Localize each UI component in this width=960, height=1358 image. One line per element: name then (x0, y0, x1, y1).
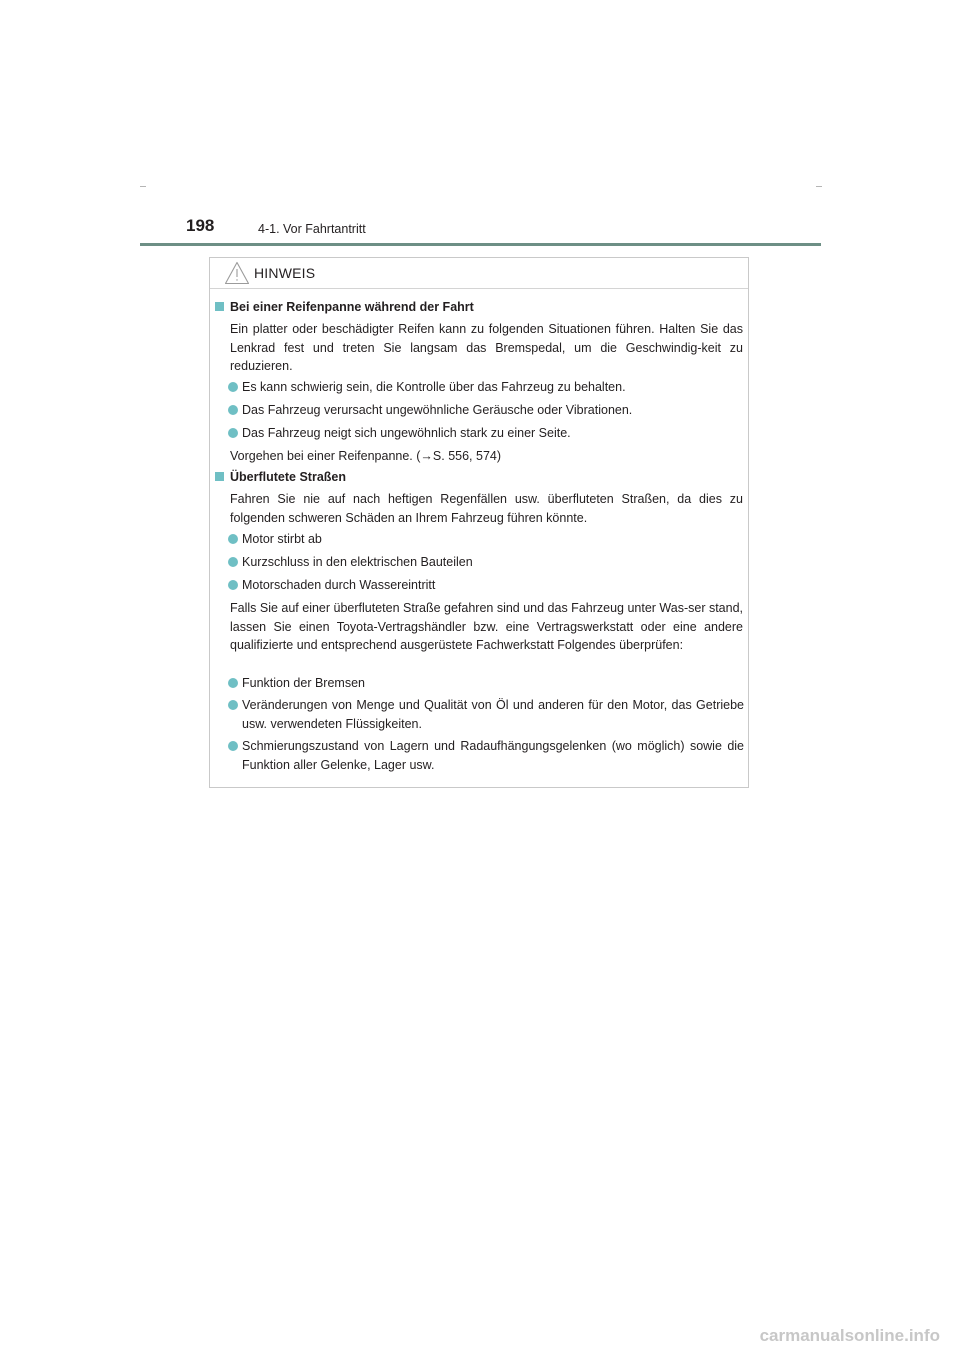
flooded-roads-check: Falls Sie auf einer überfluteten Straße gefahren sind und das Fahrzeug unter Was-ser stand, lassen Sie einen Toyota-Vertragshändler bzw. eine Vertragswerkstatt oder eine andere qualifizierte und entsprechend ausgerüstete Fachwerkstatt Folgendes überprüfen: (230, 601, 744, 652)
list-item-text: Schmierungszustand von Lagern und Radaufhängungsgelenken (wo möglich) sowie die Funktion aller Gelenke, Lager usw. (242, 739, 744, 772)
list-item (228, 674, 744, 693)
watermark: carmanualsonline.info (759, 1326, 940, 1345)
list-item (228, 553, 744, 572)
list-item-text: Das Fahrzeug verursacht ungewöhnliche Geräusche oder Vibrationen. (242, 403, 633, 417)
list-item (228, 576, 744, 595)
list-item-text: Motorschaden durch Wassereintritt (242, 578, 436, 592)
square-bullet-icon (215, 302, 224, 311)
list-item (228, 378, 744, 397)
list-item-text: Veränderungen von Menge und Qualität von Öl und anderen für den Motor, das Getriebe usw. verwendeten Flüssigkeiten. (242, 698, 744, 731)
flooded-roads-intro: Fahren Sie nie auf nach heftigen Regenfällen usw. überfluteten Straßen, da dies zu folgenden schweren Schäden an Ihrem Fahrzeug führen könnte. (230, 492, 743, 525)
list-item-text: Kurzschluss in den elektrischen Bauteilen (242, 555, 473, 569)
section-heading-tire-failure (215, 300, 474, 314)
round-bullet-icon (228, 534, 238, 544)
round-bullet-icon (228, 700, 238, 710)
round-bullet-icon (228, 382, 238, 392)
square-bullet-icon (215, 472, 224, 481)
round-bullet-icon (228, 741, 238, 751)
tire-failure-intro: Ein platter oder beschädigter Reifen kann zu folgenden Situationen führen. Halten Sie das Lenkrad fest und treten Sie langsam das Bremspedal, um die Geschwindig-keit zu reduzieren. (230, 322, 743, 373)
list-item (228, 737, 744, 775)
list-item (228, 530, 744, 549)
tire-failure-reference: Vorgehen bei einer Reifenpanne. (→S. 556, 574) (230, 449, 502, 463)
section-heading-text: Bei einer Reifenpanne während der Fahrt (230, 300, 474, 314)
list-item-text: Funktion der Bremsen (242, 676, 365, 690)
notice-title: HINWEIS (254, 265, 316, 281)
section-heading-text: Überflutete Straßen (230, 470, 346, 484)
notice-box (209, 257, 749, 788)
notice-header (210, 258, 748, 289)
round-bullet-icon (228, 557, 238, 567)
warning-triangle-icon (224, 261, 250, 285)
section-title: 4-1. Vor Fahrtantritt (258, 222, 366, 236)
list-item (228, 424, 744, 443)
list-item (228, 401, 744, 420)
round-bullet-icon (228, 580, 238, 590)
page-number: 198 (186, 216, 215, 235)
round-bullet-icon (228, 678, 238, 688)
list-item-text: Das Fahrzeug neigt sich ungewöhnlich stark zu einer Seite. (242, 426, 571, 440)
round-bullet-icon (228, 428, 238, 438)
list-item (228, 696, 744, 734)
round-bullet-icon (228, 405, 238, 415)
header-rule (140, 243, 821, 246)
list-item-text: Es kann schwierig sein, die Kontrolle über das Fahrzeug zu behalten. (242, 380, 626, 394)
list-item-text: Motor stirbt ab (242, 532, 322, 546)
section-heading-flooded-roads (215, 470, 346, 484)
crop-mark-right (816, 186, 822, 187)
crop-mark-left (140, 186, 146, 187)
